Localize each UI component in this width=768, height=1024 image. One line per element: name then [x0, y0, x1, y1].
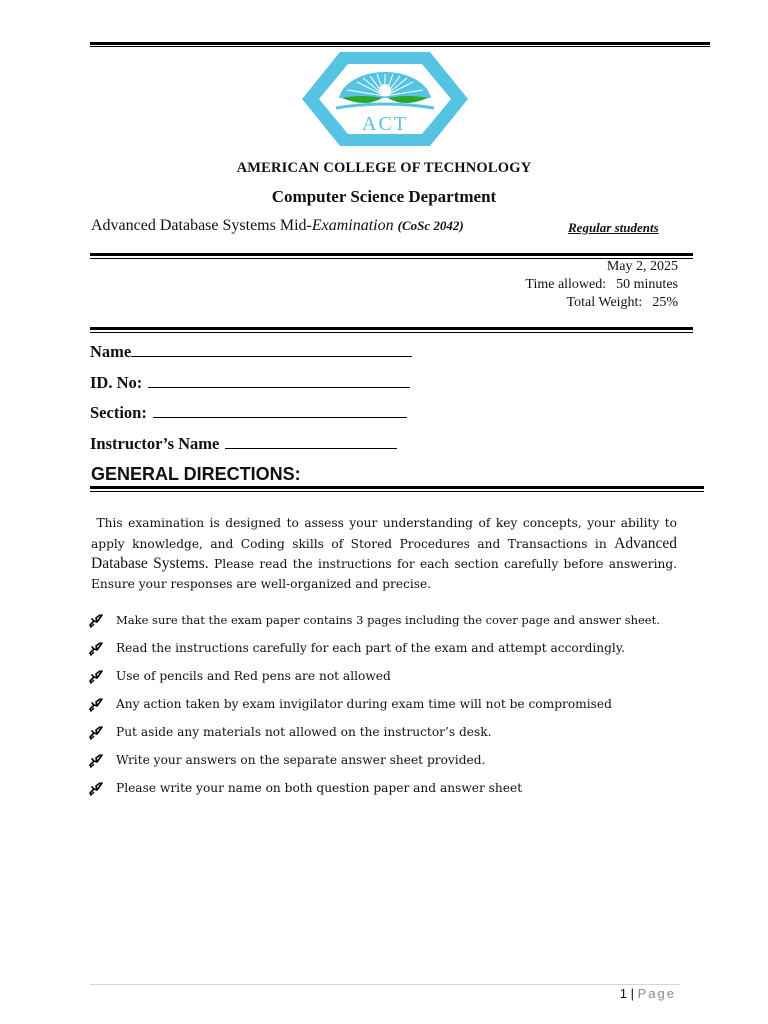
divider-rule: [90, 253, 693, 259]
pointing-hand-icon: [88, 612, 116, 628]
list-item-text: Write your answers on the separate answer sheet provided.: [116, 753, 486, 767]
footer-rule: [90, 984, 680, 985]
total-weight: [567, 295, 678, 311]
page-separator: |: [630, 986, 634, 1001]
time-allowed: [525, 277, 678, 293]
exam-date: May 2, 2025: [606, 259, 678, 274]
id-label: ID. No:: [90, 373, 143, 392]
pointing-hand-icon: [88, 668, 116, 684]
top-rule: [90, 42, 710, 45]
list-item-text: Use of pencils and Red pens are not allowed: [116, 669, 391, 683]
list-item: [88, 662, 688, 690]
weight-value: 25%: [652, 295, 678, 310]
page-number: 1: [619, 986, 627, 1001]
list-item-text: Make sure that the exam paper contains 3 pages including the cover page and answer sheet.: [116, 613, 660, 627]
directions-heading: GENERAL DIRECTIONS:: [91, 464, 301, 484]
college-name: AMERICAN COLLEGE OF TECHNOLOGY: [236, 160, 532, 176]
intro-part2: Please read the instructions for each section carefully before answering. Ensure your responses are well-organized and precise.: [91, 557, 678, 591]
list-item: [88, 718, 688, 746]
name-field[interactable]: [90, 342, 412, 362]
time-label: Time allowed:: [525, 277, 607, 292]
name-blank[interactable]: [131, 342, 412, 357]
list-item-text: Read the instructions carefully for each part of the exam and attempt accordingly.: [116, 641, 625, 655]
directions-list: [88, 606, 688, 802]
section-blank[interactable]: [153, 403, 407, 418]
id-blank[interactable]: [148, 373, 410, 388]
list-item: [88, 774, 688, 802]
list-item: [88, 746, 688, 774]
instructor-label: Instructor’s Name: [90, 434, 220, 453]
pointing-hand-icon: [88, 752, 116, 768]
intro-part1: This examination is designed to assess your understanding of key concepts, your ability to apply knowledge, and Coding skills of Stored Procedures and Transactions in: [91, 516, 678, 551]
weight-label: Total Weight:: [566, 295, 643, 310]
pointing-hand-icon: [88, 724, 116, 740]
name-label: Name: [90, 342, 132, 361]
list-item: [88, 690, 688, 718]
list-item-text: Put aside any materials not allowed on the instructor’s desk.: [116, 725, 492, 739]
id-field[interactable]: [90, 373, 410, 393]
list-item: [88, 634, 688, 662]
page-label: Page: [637, 986, 676, 1001]
directions-rule: [90, 486, 704, 492]
pointing-hand-icon: [88, 640, 116, 656]
pointing-hand-icon: [88, 696, 116, 712]
course-prefix: Advanced Database Systems Mid-: [91, 217, 312, 234]
instructor-field[interactable]: [90, 434, 397, 454]
top-rule-thin: [90, 46, 710, 47]
logo-text: ACT: [362, 113, 408, 135]
section-field[interactable]: [90, 403, 407, 423]
course-title: [91, 217, 464, 235]
time-value: 50 minutes: [616, 277, 678, 292]
divider-rule: [90, 327, 693, 333]
section-label: Section:: [90, 403, 147, 422]
list-item-text: Please write your name on both question paper and answer sheet: [116, 781, 523, 795]
audience-label: Regular students: [568, 220, 659, 235]
pointing-hand-icon: [88, 780, 116, 796]
page-footer: [620, 986, 676, 1001]
list-item: [88, 606, 688, 634]
college-logo: [300, 50, 470, 148]
instructor-blank[interactable]: [225, 434, 397, 449]
department-name: Computer Science Department: [271, 187, 497, 206]
course-code: (CoSc 2042): [397, 218, 464, 233]
intro-emphasis: Advanced Database Systems.: [91, 534, 678, 572]
list-item-text: Any action taken by exam invigilator during exam time will not be compromised: [116, 697, 612, 711]
course-exam: Examination: [311, 217, 394, 234]
directions-intro: [91, 514, 677, 594]
